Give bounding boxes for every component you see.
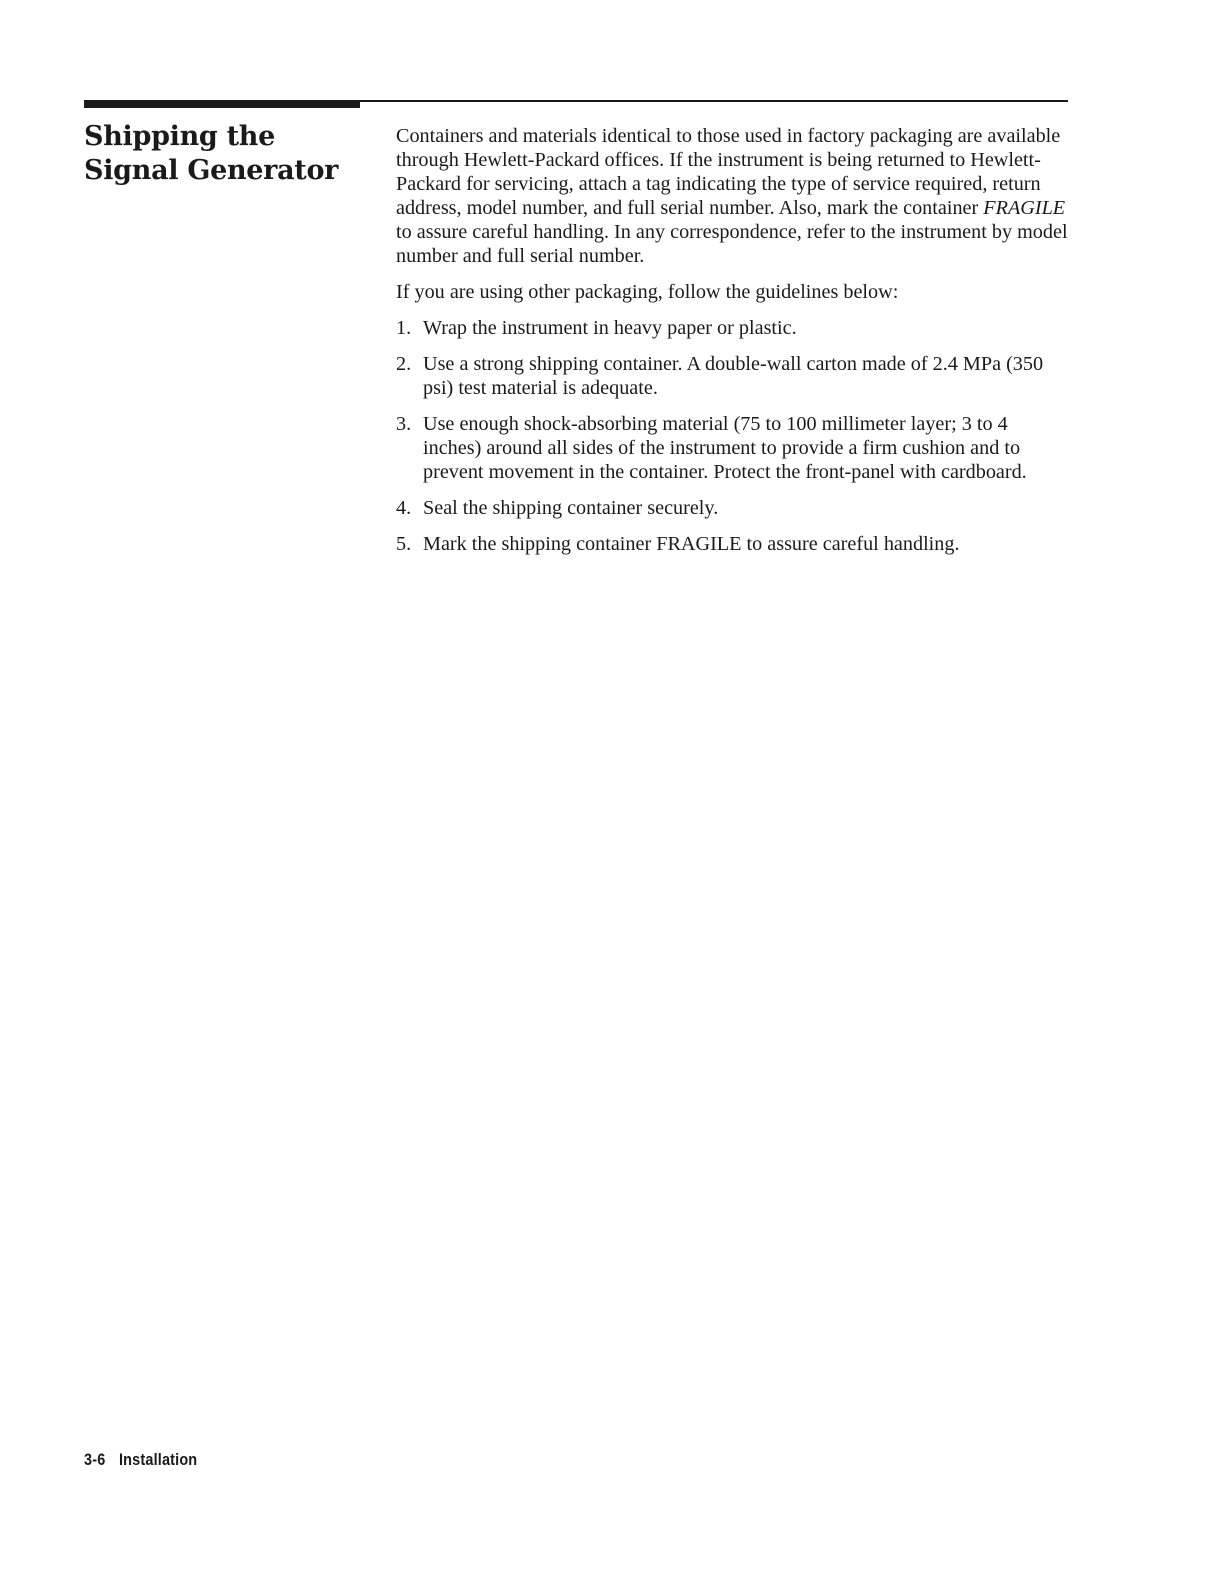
section-heading: Shipping the Signal Generator <box>84 121 339 186</box>
guidelines-intro: If you are using other packaging, follow the guidelines below: <box>396 281 899 303</box>
list-item <box>396 316 1068 340</box>
step-number: 1. <box>396 317 412 339</box>
chapter-name: Installation <box>118 1450 198 1469</box>
body-text <box>396 124 1068 568</box>
list-item <box>396 352 1068 400</box>
step-text: Use enough shock-absorbing material (75 to 100 millimeter layer; 3 to 4 inches) around all sides of the instrument to provide a firm cushion and to prevent movement in the container. Protect the front-panel with cardboard. <box>423 413 1027 483</box>
list-item <box>396 412 1068 484</box>
page-number: 3-6 <box>84 1450 106 1469</box>
step-text: Mark the shipping container FRAGILE to assure careful handling. <box>423 533 960 555</box>
list-item <box>396 532 1068 556</box>
step-number: 3. <box>396 413 412 435</box>
section-marker-bar <box>84 100 360 108</box>
packaging-steps-list <box>396 316 1068 556</box>
step-text: Use a strong shipping container. A double-wall carton made of 2.4 MPa (350 psi) test material is adequate. <box>423 353 1044 399</box>
step-number: 4. <box>396 497 412 519</box>
fragile-emphasis: FRAGILE <box>983 197 1066 219</box>
step-text: Wrap the instrument in heavy paper or plastic. <box>423 317 797 339</box>
step-number: 5. <box>396 533 412 555</box>
step-number: 2. <box>396 353 412 375</box>
intro-text-after: to assure careful handling. In any correspondence, refer to the instrument by model number and full serial number. <box>396 221 1068 267</box>
intro-text-before: Containers and materials identical to those used in factory packaging are available through Hewlett-Packard offices. If the instrument is being returned to Hewlett-Packard for servicing, attach a tag indicating the type of service required, return address, model number, and full serial number. Also, mark the container <box>396 125 1061 219</box>
step-text: Seal the shipping container securely. <box>423 497 719 519</box>
list-item <box>396 496 1068 520</box>
intro-paragraph <box>396 124 1068 268</box>
page-footer <box>84 1450 197 1470</box>
